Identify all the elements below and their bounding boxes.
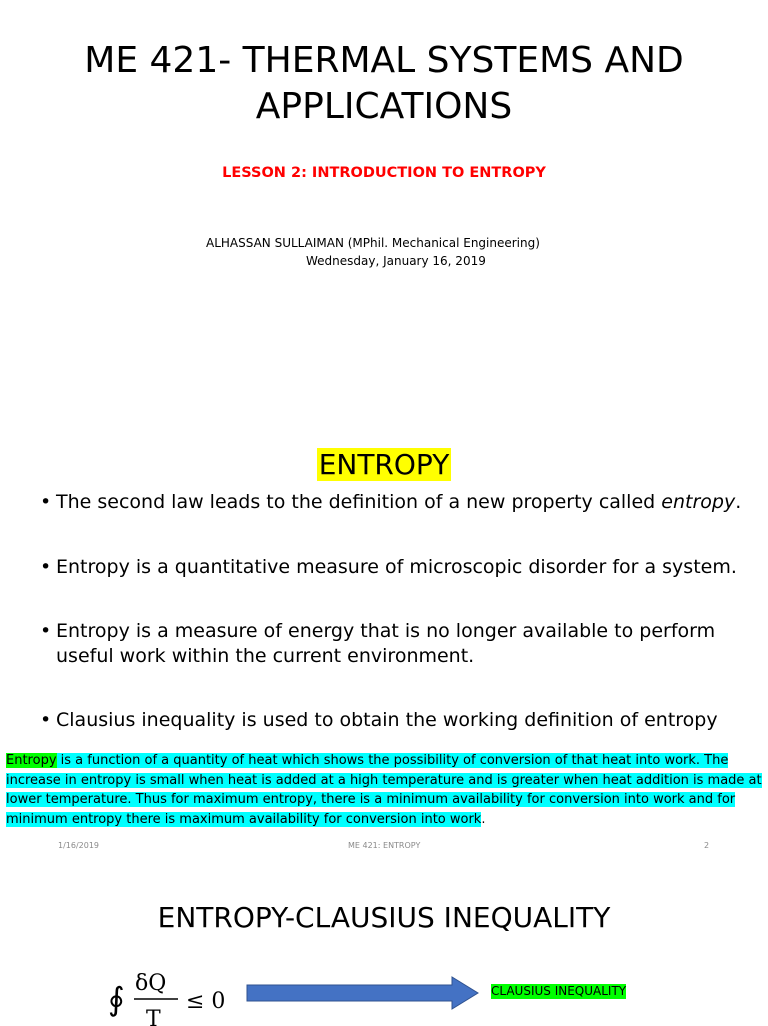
bullet-period: . — [735, 491, 742, 513]
bullet-item — [40, 555, 746, 580]
author-line: ALHASSAN SULLAIMAN (MPhil. Mechanical Engineering) — [206, 236, 540, 250]
bullet-marker: • — [40, 620, 52, 642]
course-title — [0, 38, 768, 130]
equation-numerator: δQ — [135, 971, 167, 996]
footer-date: 1/16/2019 — [58, 841, 100, 850]
bullet-text: Entropy is a quantitative measure of microscopic disorder for a system. — [56, 556, 737, 578]
clausius-equation — [108, 966, 238, 1026]
right-arrow-icon — [246, 976, 482, 1010]
bullet-item — [40, 490, 746, 515]
clausius-heading: ENTROPY-CLAUSIUS INEQUALITY — [157, 901, 611, 934]
date-line: Wednesday, January 16, 2019 — [306, 254, 486, 268]
entropy-slide — [0, 430, 768, 860]
bullet-item — [40, 708, 746, 733]
title-slide — [0, 0, 768, 420]
equation-relation: ≤ 0 — [186, 989, 226, 1014]
clausius-slide — [0, 870, 768, 1024]
bullet-text: Clausius inequality is used to obtain the working definition of entropy — [56, 709, 718, 731]
bullet-item — [40, 619, 746, 669]
note-end: . — [481, 811, 486, 827]
equation-denominator: T — [146, 1007, 161, 1026]
entropy-heading-text: ENTROPY — [318, 448, 450, 481]
footer-page-number: 2 — [704, 841, 710, 850]
bullet-text: The second law leads to the definition of a new property called — [56, 491, 662, 513]
lesson-subtitle: LESSON 2: INTRODUCTION TO ENTROPY — [222, 165, 546, 181]
clausius-inequality-label: CLAUSIUS INEQUALITY — [491, 984, 627, 998]
note-term: Entropy — [6, 753, 57, 768]
bullet-marker: • — [40, 491, 52, 513]
footer-course: ME 421: ENTROPY — [348, 841, 421, 850]
course-title-line-2: APPLICATIONS — [255, 86, 513, 127]
entropy-note — [6, 751, 762, 829]
bullet-emphasis: entropy — [661, 491, 736, 513]
contour-integral-icon: ∮ — [108, 980, 125, 1018]
course-title-line-1: ME 421- THERMAL SYSTEMS AND — [84, 40, 684, 81]
bullet-marker: • — [40, 556, 52, 578]
note-body: is a function of a quantity of heat which shows the possibility of conversion of that heat into work. The increase in entropy is small when heat is added at a high temperature and is greater when heat addition is made at lower temperature. Thus for maximum entropy, there is a minimum availability for conversion into work and for minimum entropy there is maximum availability for conversion into work — [6, 753, 762, 827]
bullet-marker: • — [40, 709, 52, 731]
entropy-heading — [0, 447, 768, 483]
bullet-text: Entropy is a measure of energy that is no longer available to perform useful work within the current environment. — [56, 620, 716, 667]
